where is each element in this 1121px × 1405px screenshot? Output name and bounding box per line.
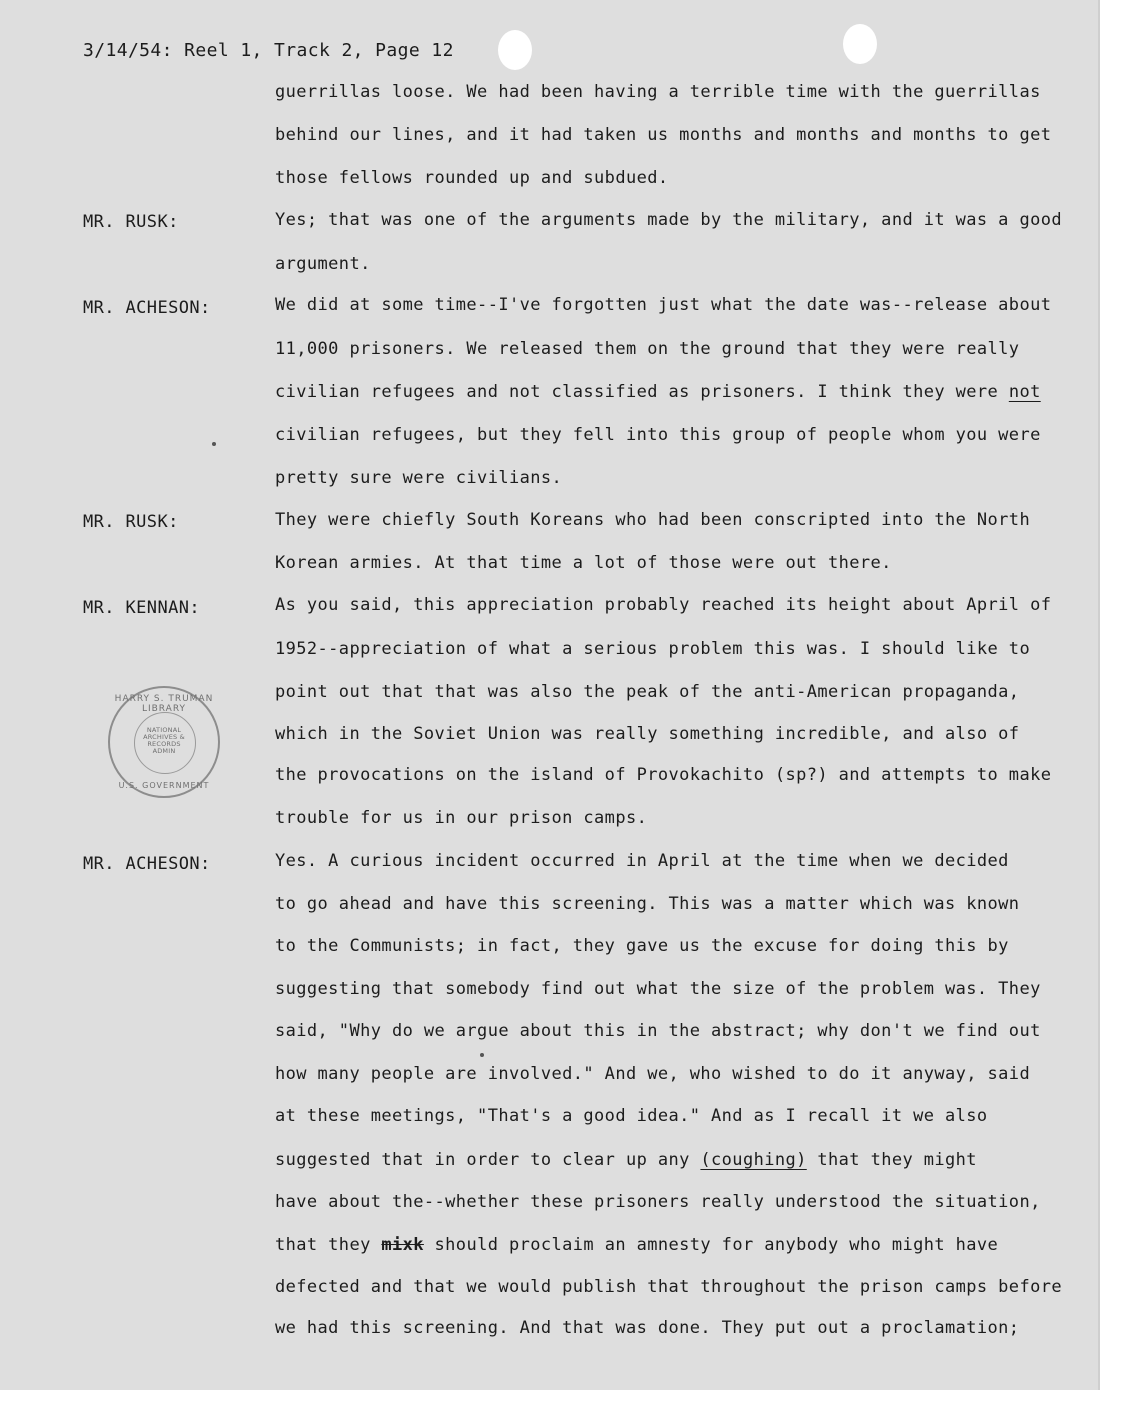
transcript-line: Yes. A curious incident occurred in April at the time when we decided — [275, 851, 1009, 871]
transcript-line: civilian refugees and not classified as prisoners. I think they were not — [275, 382, 1041, 402]
transcript-line: said, "Why do we argue about this in the abstract; why don't we find out — [275, 1021, 1041, 1041]
transcript-line: Korean armies. At that time a lot of those were out there. — [275, 553, 892, 573]
transcript-line: which in the Soviet Union was really something incredible, and also of — [275, 724, 1020, 744]
transcript-line: 11,000 prisoners. We released them on the ground that they were really — [275, 339, 1020, 359]
punch-hole — [498, 30, 532, 70]
paper-speck — [480, 1053, 484, 1057]
transcript-line: to the Communists; in fact, they gave us the excuse for doing this by — [275, 936, 1009, 956]
page-header: 3/14/54: Reel 1, Track 2, Page 12 — [83, 40, 454, 61]
punch-hole — [843, 24, 877, 64]
struck-word: mixk — [381, 1235, 424, 1255]
speaker-label: MR. RUSK: — [83, 212, 179, 232]
transcript-line: trouble for us in our prison camps. — [275, 808, 648, 828]
transcript-line: behind our lines, and it had taken us months and months and months to get — [275, 125, 1052, 145]
underlined-word: (coughing) — [700, 1150, 807, 1170]
speaker-label: MR. ACHESON: — [83, 854, 211, 874]
transcript-line: at these meetings, "That's a good idea." And as I recall it we also — [275, 1106, 988, 1126]
transcript-line: Yes; that was one of the arguments made by the military, and it was a good — [275, 210, 1062, 230]
speaker-label: MR. RUSK: — [83, 512, 179, 532]
transcript-line: suggested that in order to clear up any (coughing) that they might — [275, 1150, 977, 1170]
transcript-line: pretty sure were civilians. — [275, 468, 563, 488]
library-stamp: HARRY S. TRUMAN LIBRARY NATIONAL ARCHIVES & RECORDS ADMIN U.S. GOVERNMENT — [108, 686, 220, 798]
transcript-line: how many people are involved." And we, who wished to do it anyway, said — [275, 1064, 1031, 1084]
transcript-line: we had this screening. And that was done. They put out a proclamation; — [275, 1318, 1020, 1338]
speaker-label: MR. ACHESON: — [83, 298, 211, 318]
transcript-line: the provocations on the island of Provokachito (sp?) and attempts to make — [275, 765, 1052, 785]
transcript-line: They were chiefly South Koreans who had been conscripted into the North — [275, 510, 1031, 530]
transcript-line: point out that that was also the peak of the anti-American propaganda, — [275, 682, 1020, 702]
transcript-line: defected and that we would publish that throughout the prison camps before — [275, 1277, 1062, 1297]
transcript-line: argument. — [275, 254, 371, 274]
underlined-word: not — [1008, 382, 1041, 402]
speaker-label: MR. KENNAN: — [83, 598, 200, 618]
transcript-line: 1952--appreciation of what a serious problem this was. I should like to — [275, 639, 1031, 659]
transcript-line: to go ahead and have this screening. This was a matter which was known — [275, 894, 1020, 914]
transcript-line: those fellows rounded up and subdued. — [275, 168, 669, 188]
transcript-line: guerrillas loose. We had been having a terrible time with the guerrillas — [275, 82, 1041, 102]
transcript-line: have about the--whether these prisoners really understood the situation, — [275, 1192, 1041, 1212]
paper-speck — [212, 442, 216, 446]
transcript-line: We did at some time--I've forgotten just what the date was--release about — [275, 295, 1052, 315]
page-edge — [1100, 0, 1121, 1405]
transcript-line: civilian refugees, but they fell into this group of people whom you were — [275, 425, 1041, 445]
page-edge-bottom — [0, 1390, 1121, 1405]
transcript-line: As you said, this appreciation probably reached its height about April of — [275, 595, 1052, 615]
transcript-line: suggesting that somebody find out what the size of the problem was. They — [275, 979, 1041, 999]
transcript-line: that they mixk should proclaim an amnesty for anybody who might have — [275, 1235, 999, 1255]
